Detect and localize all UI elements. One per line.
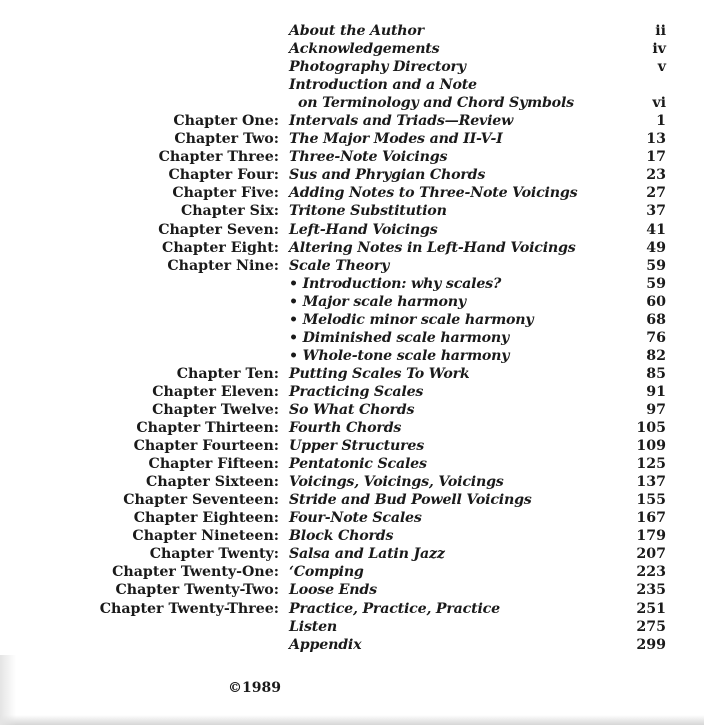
toc-entry <box>0 22 704 40</box>
toc-chapter-label: Chapter Twenty-One: <box>112 564 279 581</box>
toc-title: Acknowledgements <box>289 41 440 58</box>
toc-chapter-label: Chapter Eleven: <box>152 383 279 400</box>
toc-page-number: 275 <box>636 618 666 635</box>
toc-title: Photography Directory <box>289 59 466 76</box>
toc-chapter-label: Chapter Fourteen: <box>133 438 279 455</box>
toc-entry <box>0 58 704 76</box>
toc-entry <box>0 148 704 166</box>
toc-title: Block Chords <box>289 528 394 545</box>
toc-title: Three-Note Voicings <box>289 149 448 166</box>
toc-page-number: 82 <box>646 347 666 364</box>
toc-chapter-label: Chapter Fifteen: <box>148 456 279 473</box>
toc-title: Altering Notes in Left-Hand Voicings <box>289 239 576 256</box>
toc-page-number: 41 <box>646 221 666 238</box>
toc-title: Adding Notes to Three-Note Voicings <box>289 185 578 202</box>
toc-title: Four-Note Scales <box>289 510 422 527</box>
toc-entry <box>0 545 704 563</box>
toc-page-number: 137 <box>636 474 666 491</box>
toc-entry <box>0 455 704 473</box>
toc-title: Salsa and Latin Jazz <box>289 546 445 563</box>
toc-page-number: 23 <box>646 167 666 184</box>
toc-entry <box>0 166 704 184</box>
toc-entry <box>0 275 704 293</box>
toc-entry <box>0 365 704 383</box>
toc-entry <box>0 419 704 437</box>
toc-chapter-label: Chapter Seventeen: <box>123 492 279 509</box>
toc-title: Scale Theory <box>289 257 390 274</box>
toc-entry <box>0 76 704 94</box>
toc-title: The Major Modes and II-V-I <box>289 131 503 148</box>
toc-title: So What Chords <box>289 401 415 418</box>
toc-chapter-label: Chapter Three: <box>158 149 279 166</box>
toc-entry <box>0 257 704 275</box>
toc-entry <box>0 581 704 599</box>
toc-entry <box>0 94 704 112</box>
toc-page-number: 105 <box>636 420 666 437</box>
toc-page-number: 223 <box>636 564 666 581</box>
toc-title: Upper Structures <box>289 438 425 455</box>
toc-entry <box>0 600 704 618</box>
toc-entry <box>0 491 704 509</box>
toc-chapter-label: Chapter Ten: <box>176 365 279 382</box>
toc-title: ‘Comping <box>289 564 364 581</box>
toc-title: Practicing Scales <box>289 383 424 400</box>
toc-page-number: 167 <box>636 510 666 527</box>
toc-page-number: iv <box>652 41 666 58</box>
toc-chapter-label: Chapter Two: <box>174 131 279 148</box>
toc-entry <box>0 437 704 455</box>
toc-page-number: 1 <box>656 113 666 130</box>
toc-page-number: 85 <box>646 365 666 382</box>
toc-entry <box>0 563 704 581</box>
toc-entry <box>0 509 704 527</box>
toc-title: Introduction and a Note <box>289 77 477 94</box>
toc-page-number: 59 <box>646 275 666 292</box>
toc-chapter-label: Chapter Four: <box>168 167 279 184</box>
toc-chapter-label: Chapter Nine: <box>167 257 279 274</box>
toc-page-number: 179 <box>636 528 666 545</box>
toc-entry <box>0 221 704 239</box>
toc-page-number: 17 <box>646 149 666 166</box>
toc-page-number: 91 <box>646 383 666 400</box>
toc-title: • Diminished scale harmony <box>289 329 509 346</box>
toc-entry <box>0 636 704 654</box>
toc-page-number: 251 <box>636 600 666 617</box>
toc-entry <box>0 383 704 401</box>
toc-page-number: 37 <box>646 203 666 220</box>
toc-chapter-label: Chapter Six: <box>180 203 279 220</box>
toc-chapter-label: Chapter Eight: <box>162 239 279 256</box>
toc-page-number: 49 <box>646 239 666 256</box>
toc-title: on Terminology and Chord Symbols <box>298 95 574 112</box>
toc-entry <box>0 239 704 257</box>
toc-page-number: 299 <box>636 636 666 653</box>
toc-chapter-label: Chapter Seven: <box>158 221 279 238</box>
toc-title: Sus and Phrygian Chords <box>289 167 486 184</box>
toc-title: Appendix <box>289 636 362 653</box>
toc-entry <box>0 202 704 220</box>
toc-title: • Introduction: why scales? <box>289 275 502 292</box>
copyright-notice: ©1989 <box>228 680 281 696</box>
toc-title: Loose Ends <box>289 582 377 599</box>
toc-chapter-label: Chapter Nineteen: <box>132 528 279 545</box>
toc-chapter-label: Chapter One: <box>173 113 279 130</box>
toc-entry <box>0 618 704 636</box>
toc-chapter-label: Chapter Twenty: <box>149 546 279 563</box>
toc-page-number: v <box>657 59 666 76</box>
toc-title: Tritone Substitution <box>289 203 447 220</box>
toc-chapter-label: Chapter Eighteen: <box>133 510 279 527</box>
toc-page-number: 76 <box>646 329 666 346</box>
toc-title: • Major scale harmony <box>289 293 466 310</box>
toc-entry <box>0 347 704 365</box>
toc-title: Stride and Bud Powell Voicings <box>289 492 532 509</box>
toc-page-number: 125 <box>636 456 666 473</box>
toc-title: Pentatonic Scales <box>289 456 427 473</box>
toc-page-number: 27 <box>646 185 666 202</box>
toc-page-number: 59 <box>646 257 666 274</box>
toc-page-number: 207 <box>636 546 666 563</box>
toc-entry <box>0 311 704 329</box>
toc-entry <box>0 401 704 419</box>
toc-page-number: 68 <box>646 311 666 328</box>
toc-entry <box>0 184 704 202</box>
toc-title: • Whole-tone scale harmony <box>289 347 510 364</box>
toc-page-number: ii <box>655 23 666 39</box>
toc-entry <box>0 329 704 347</box>
toc-chapter-label: Chapter Twelve: <box>152 401 279 418</box>
toc-title: Listen <box>289 618 338 635</box>
toc-entry <box>0 473 704 491</box>
toc-entry <box>0 112 704 130</box>
toc-page-number: 97 <box>646 401 666 418</box>
page-scan-shadow <box>0 655 16 725</box>
toc-chapter-label: Chapter Thirteen: <box>136 420 279 437</box>
toc-page-number: 109 <box>636 438 666 455</box>
toc-entry <box>0 40 704 58</box>
toc-title: Intervals and Triads—Review <box>289 113 514 130</box>
toc-title: Fourth Chords <box>289 420 402 437</box>
toc-entry <box>0 527 704 545</box>
toc-chapter-label: Chapter Five: <box>172 185 279 202</box>
toc-chapter-label: Chapter Twenty-Three: <box>99 600 279 617</box>
toc-title: Voicings, Voicings, Voicings <box>289 474 504 491</box>
toc-title: Left-Hand Voicings <box>289 221 438 238</box>
toc-title: • Melodic minor scale harmony <box>289 311 534 328</box>
toc-entry <box>0 130 704 148</box>
toc-title: About the Author <box>289 23 424 39</box>
toc-page-number: vi <box>652 95 666 112</box>
toc-title: Practice, Practice, Practice <box>289 600 500 617</box>
toc-page-number: 235 <box>636 582 666 599</box>
toc-chapter-label: Chapter Twenty-Two: <box>115 582 279 599</box>
toc-page-number: 60 <box>646 293 666 310</box>
table-of-contents <box>0 22 704 654</box>
toc-chapter-label: Chapter Sixteen: <box>146 474 279 491</box>
toc-page-number: 13 <box>646 131 666 148</box>
toc-entry <box>0 293 704 311</box>
page-bottom-edge <box>0 715 704 725</box>
toc-title: Putting Scales To Work <box>289 365 470 382</box>
toc-page-number: 155 <box>636 492 666 509</box>
